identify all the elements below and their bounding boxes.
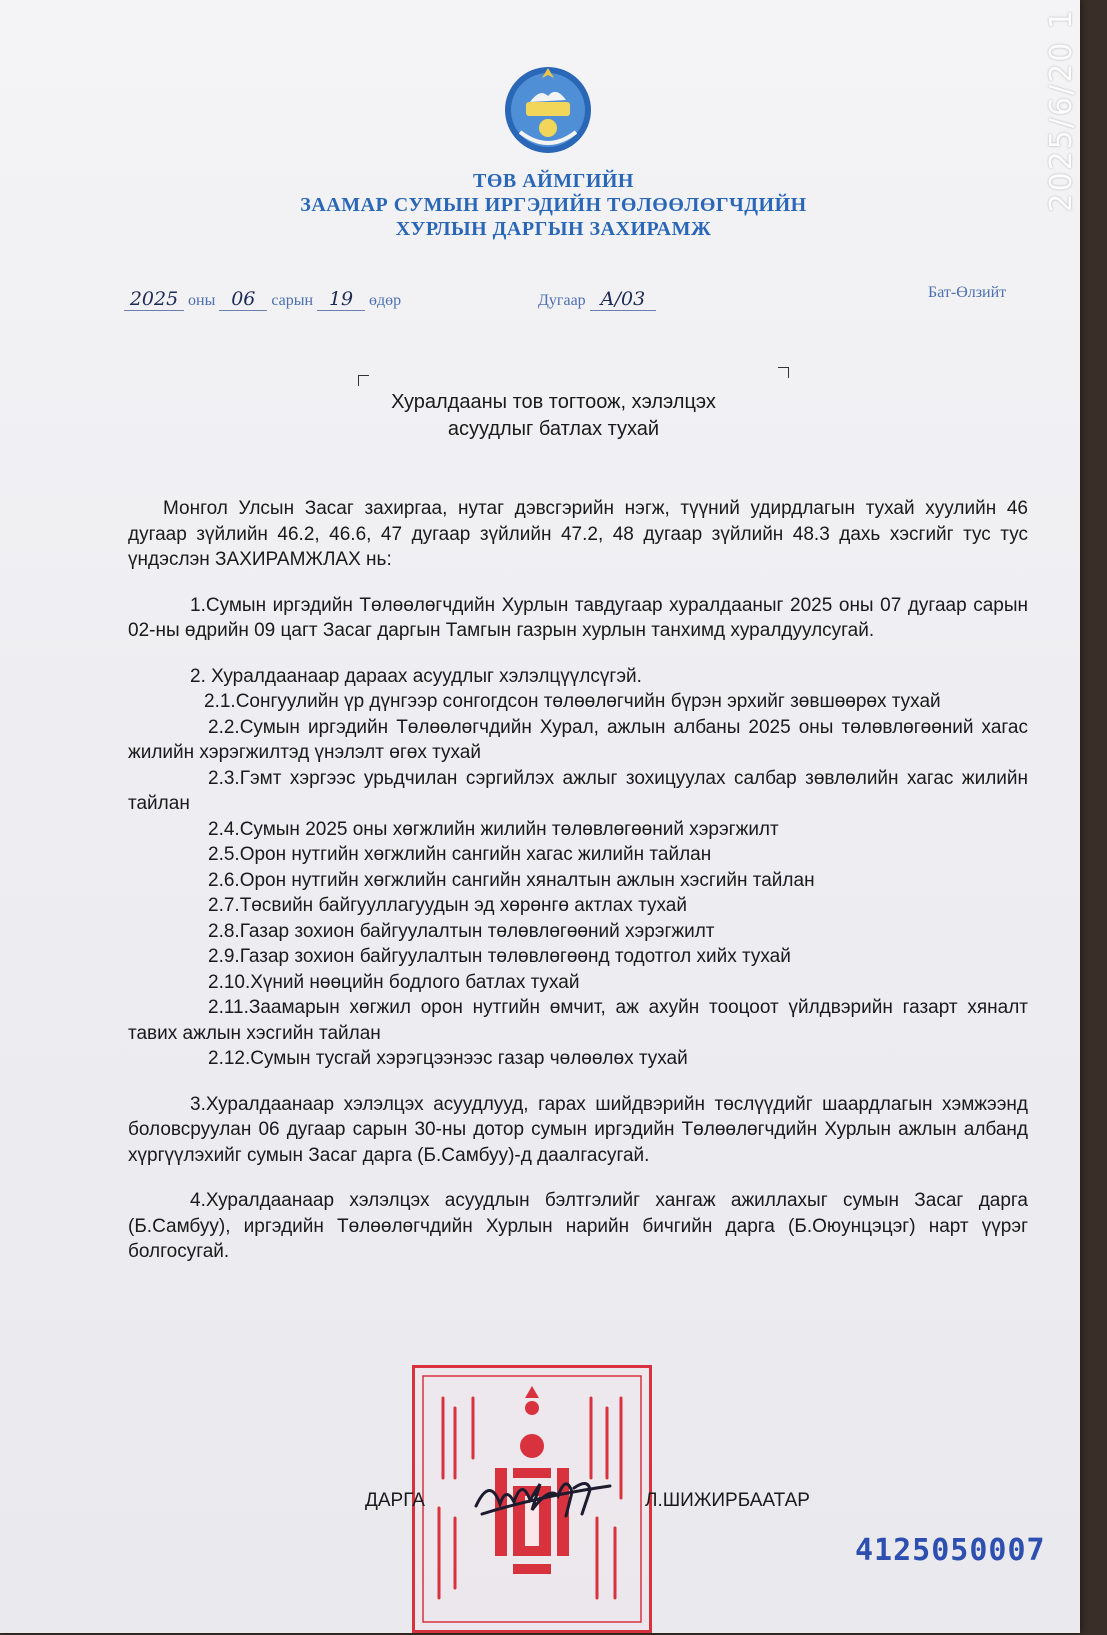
title-line-2: асуудлыг батлах тухай: [447, 418, 660, 440]
place-name: Бат-Өлзийт: [928, 284, 1007, 301]
subitem: 2.9.Газар зохион байгуулалтын төлөвлөгөөнд тодотгол хийх тухай: [208, 946, 791, 967]
document-body: [128, 496, 1028, 1265]
signatory-title: ДАРГА: [365, 1490, 425, 1511]
subitem: 2.7.Төсвийн байгууллагуудын эд хөрөнгө актлах тухай: [208, 895, 687, 916]
signature-row: [365, 1490, 425, 1512]
title-corner-left: [358, 375, 369, 386]
header-line-1: ТӨВ АЙМГИЙН: [472, 170, 634, 192]
month-suffix: сарын: [271, 292, 314, 309]
number-field: [538, 288, 656, 311]
title-corner-right: [778, 367, 789, 378]
subitem: 2.8.Газар зохион байгуулалтын төлөвлөгөөний хэрэгжилт: [208, 920, 715, 942]
date-field: [124, 288, 401, 311]
subitem: 2.3.Гэмт хэргээс урьдчилан сэргийлэх ажлыг зохицуулах салбар зөвлөлийн хагас жилийн тайлан: [128, 767, 1028, 814]
header-line-3: ХУРЛЫН ДАРГЫН ЗАХИРАМЖ: [395, 218, 712, 240]
item-3: 3.Хуралдаанаар хэлэлцэх асуудлууд, гарах шийдвэрийн төслүүдийг шаардлагын хэмжээнд боловсруулан 06 дугаар сарын 30-ны дотор сумын иргэдийн Төлөөлөгчдийн Хурлын ажлын албанд хүргүүлэхийг сумын Засаг дарга (Б.Самбуу)-д даалгасугай.: [128, 1093, 1028, 1166]
photo-date-watermark: 2025/6/20 1: [1044, 8, 1079, 213]
year-value: 2025: [124, 288, 184, 311]
subitem: 2.1.Сонгуулийн үр дүнгээр сонгогдсон төлөөлөгчийн бүрэн эрхийг зөвшөөрөх тухай: [204, 691, 941, 712]
header-line-2: ЗААМАР СУМЫН ИРГЭДИЙН ТӨЛӨӨЛӨГЧДИЙН: [300, 194, 807, 216]
number-label: Дугаар: [538, 292, 586, 309]
subitem: 2.6.Орон нутгийн хөгжлийн сангийн хяналтын ажлын хэсгийн тайлан: [208, 869, 815, 891]
subitem: 2.2.Сумын иргэдийн Төлөөлөгчдийн Хурал, ажлын албаны 2025 оны төлөвлөгөөний хагас жилийн хэрэгжилтэд үнэлэлт өгөх тухай: [128, 716, 1028, 763]
item-2: 2. Хуралдаанаар дараах асуудлыг хэлэлцүүлсүгэй.: [190, 665, 642, 687]
number-value: А/03: [590, 288, 656, 311]
state-emblem-icon: [500, 62, 596, 158]
subitem: 2.10.Хүний нөөцийн бодлого батлах тухай: [208, 971, 580, 993]
year-suffix: оны: [188, 292, 216, 309]
serial-number: 4125050007: [855, 1533, 1046, 1568]
subitem: 2.11.Заамарын хөгжил орон нутгийн өмчит, аж ахуйн тооцоот үйлдвэрийн газарт хяналт тавих ажлын хэсгийн тайлан: [128, 997, 1028, 1044]
item-4: 4.Хуралдаанаар хэлэлцэх асуудлын бэлтгэлийг хангаж ажиллахыг сумын Засаг дарга (Б.Самбуу), иргэдийн Төлөөлөгчдийн Хурлын нарийн бичгийн дарга (Б.Оюунцэцэг) нарт үүрэг болгосугай.: [128, 1190, 1028, 1262]
day-value: 19: [317, 288, 365, 311]
preamble: Монгол Улсын Засаг захиргаа, нутаг дэвсгэрийн нэгж, түүний удирдлагын тухай хуулийн 46 дугаар зүйлийн 46.2, 46.6, 47 дугаар зүйлийн 47.2, 48 дугаар зүйлийн 48.3 дахь хэсгийг тус тус үндэслэн ЗАХИРАМЖЛАХ нь:: [128, 498, 1028, 570]
item-1: 1.Сумын иргэдийн Төлөөлөгчдийн Хурлын тавдугаар хуралдааныг 2025 оны 07 дугаар сарын 02-ны өдрийн 09 цагт Засаг даргын Тамгын газрын хурлын танхимд хуралдуулсугай.: [128, 594, 1028, 641]
document-title: [0, 389, 1107, 443]
month-value: 06: [219, 288, 267, 311]
title-line-1: Хуралдааны тов тогтоож, хэлэлцэх: [391, 391, 716, 413]
signatory-name: Л.ШИЖИРБААТАР: [645, 1490, 810, 1511]
subitem: 2.4.Сумын 2025 оны хөгжлийн жилийн төлөвлөгөөний хэрэгжилт: [208, 818, 779, 840]
handwritten-signature: [470, 1466, 620, 1526]
subitem: 2.5.Орон нутгийн хөгжлийн сангийн хагас жилийн тайлан: [208, 844, 712, 865]
day-suffix: өдөр: [369, 292, 402, 309]
subitem: 2.12.Сумын тусгай хэрэгцээнээс газар чөлөөлөх тухай: [208, 1048, 688, 1069]
